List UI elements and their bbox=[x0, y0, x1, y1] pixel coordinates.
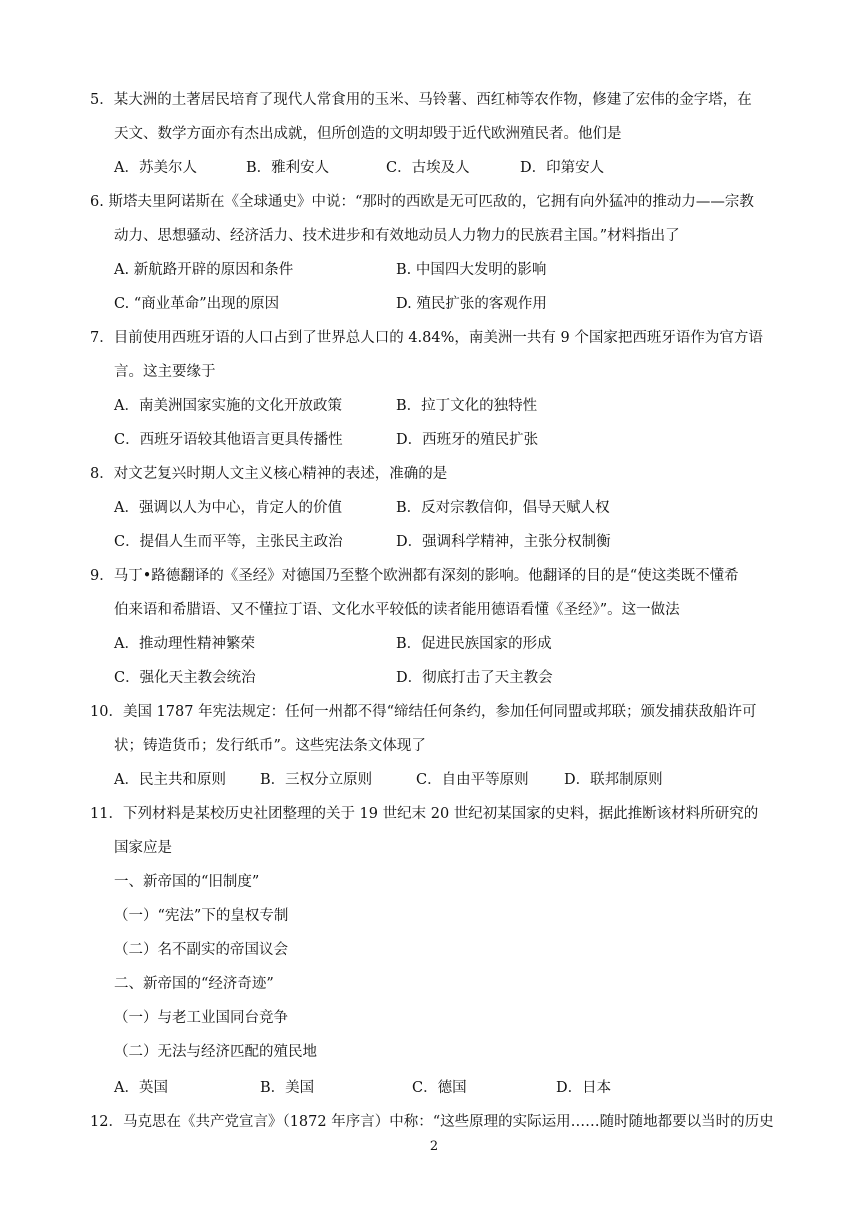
q5-option-d: D．印第安人 bbox=[520, 160, 605, 176]
q7-stem-line-2: 言。这主要缘于 bbox=[114, 364, 216, 380]
q11-stem-line-1: 11．下列材料是某校历史社团整理的关于 19 世纪末 20 世纪初某国家的史料，据此推断该材料所研究的 bbox=[90, 806, 759, 822]
q9-option-b: B．促进民族国家的形成 bbox=[396, 636, 552, 652]
q7-option-b: B．拉丁文化的独特性 bbox=[396, 398, 538, 414]
q10-option-c: C．自由平等原则 bbox=[416, 772, 529, 788]
q6-stem-line-2: 动力、思想骚动、经济活力、技术进步和有效地动员人力物力的民族君主国。”材料指出了 bbox=[114, 228, 680, 244]
q8-stem-line-1: 8．对文艺复兴时期人文主义核心精神的表述，准确的是 bbox=[90, 466, 448, 482]
q11-option-d: D．日本 bbox=[556, 1080, 612, 1096]
q11-outline-item-3: （二）名不副实的帝国议会 bbox=[114, 942, 288, 958]
q5-option-c: C．古埃及人 bbox=[386, 160, 470, 176]
q11-stem-line-2: 国家应是 bbox=[114, 840, 172, 856]
q11-outline-item-6: （二）无法与经济匹配的殖民地 bbox=[114, 1044, 317, 1060]
q11-option-c: C．德国 bbox=[412, 1080, 467, 1096]
q11-option-a: A．英国 bbox=[114, 1080, 168, 1096]
q10-option-a: A．民主共和原则 bbox=[114, 772, 226, 788]
q11-outline-item-2: （一）“宪法”下的皇权专制 bbox=[114, 908, 289, 924]
q10-stem-line-1: 10．美国 1787 年宪法规定：任何一州都不得“缔结任何条约，参加任何同盟或邦联；颁发捕获敌船许可 bbox=[90, 704, 757, 720]
q11-option-b: B．美国 bbox=[260, 1080, 315, 1096]
q5-stem-line-2: 天文、数学方面亦有杰出成就，但所创造的文明却毁于近代欧洲殖民者。他们是 bbox=[114, 126, 622, 142]
q6-option-d: D. 殖民扩张的客观作用 bbox=[396, 296, 547, 312]
q10-option-b: B．三权分立原则 bbox=[260, 772, 373, 788]
q10-stem-line-2: 状；铸造货币；发行纸币”。这些宪法条文体现了 bbox=[114, 738, 426, 754]
q11-outline-item-5: （一）与老工业国同台竞争 bbox=[114, 1010, 288, 1026]
q9-stem-line-2: 伯来语和希腊语、又不懂拉丁语、文化水平较低的读者能用德语看懂《圣经》”。这一做法 bbox=[114, 602, 680, 618]
q7-stem-line-1: 7．目前使用西班牙语的人口占到了世界总人口的 4.84%，南美洲一共有 9 个国家把西班牙语作为官方语 bbox=[90, 330, 763, 346]
q11-outline-item-4: 二、新帝国的“经济奇迹” bbox=[114, 976, 274, 992]
q9-option-c: C．强化天主教会统治 bbox=[114, 670, 256, 686]
q6-option-a: A. 新航路开辟的原因和条件 bbox=[114, 262, 294, 278]
q5-option-a: A．苏美尔人 bbox=[114, 160, 197, 176]
q12-stem-line-1: 12．马克思在《共产党宣言》（1872 年序言）中称：“这些原理的实际运用……随时随地都要以当时的历史 bbox=[90, 1114, 774, 1130]
q11-outline-item-1: 一、新帝国的“旧制度” bbox=[114, 874, 260, 890]
q5-stem-line-1: 5．某大洲的土著居民培育了现代人常食用的玉米、马铃薯、西红柿等农作物，修建了宏伟的金字塔，在 bbox=[90, 92, 752, 108]
q10-option-d: D．联邦制原则 bbox=[564, 772, 663, 788]
q9-option-d: D．彻底打击了天主教会 bbox=[396, 670, 553, 686]
q8-option-b: B．反对宗教信仰，倡导天赋人权 bbox=[396, 500, 610, 516]
q9-stem-line-1: 9．马丁•路德翻译的《圣经》对德国乃至整个欧洲都有深刻的影响。他翻译的目的是“使这类既不懂希 bbox=[90, 568, 739, 584]
q8-option-d: D．强调科学精神，主张分权制衡 bbox=[396, 534, 611, 550]
q6-option-c: C. “商业革命”出现的原因 bbox=[114, 296, 280, 312]
page-number: 2 bbox=[429, 1139, 439, 1154]
q6-stem-line-1: 6. 斯塔夫里阿诺斯在《全球通史》中说：“那时的西欧是无可匹敌的，它拥有向外猛冲的推动力——宗教 bbox=[90, 194, 754, 210]
q8-option-a: A．强调以人为中心，肯定人的价值 bbox=[114, 500, 342, 516]
q7-option-c: C．西班牙语较其他语言更具传播性 bbox=[114, 432, 343, 448]
q7-option-a: A．南美洲国家实施的文化开放政策 bbox=[114, 398, 342, 414]
q8-option-c: C．提倡人生而平等，主张民主政治 bbox=[114, 534, 343, 550]
q7-option-d: D．西班牙的殖民扩张 bbox=[396, 432, 539, 448]
q5-option-b: B．雅利安人 bbox=[246, 160, 330, 176]
q9-option-a: A．推动理性精神繁荣 bbox=[114, 636, 255, 652]
q6-option-b: B. 中国四大发明的影响 bbox=[396, 262, 547, 278]
